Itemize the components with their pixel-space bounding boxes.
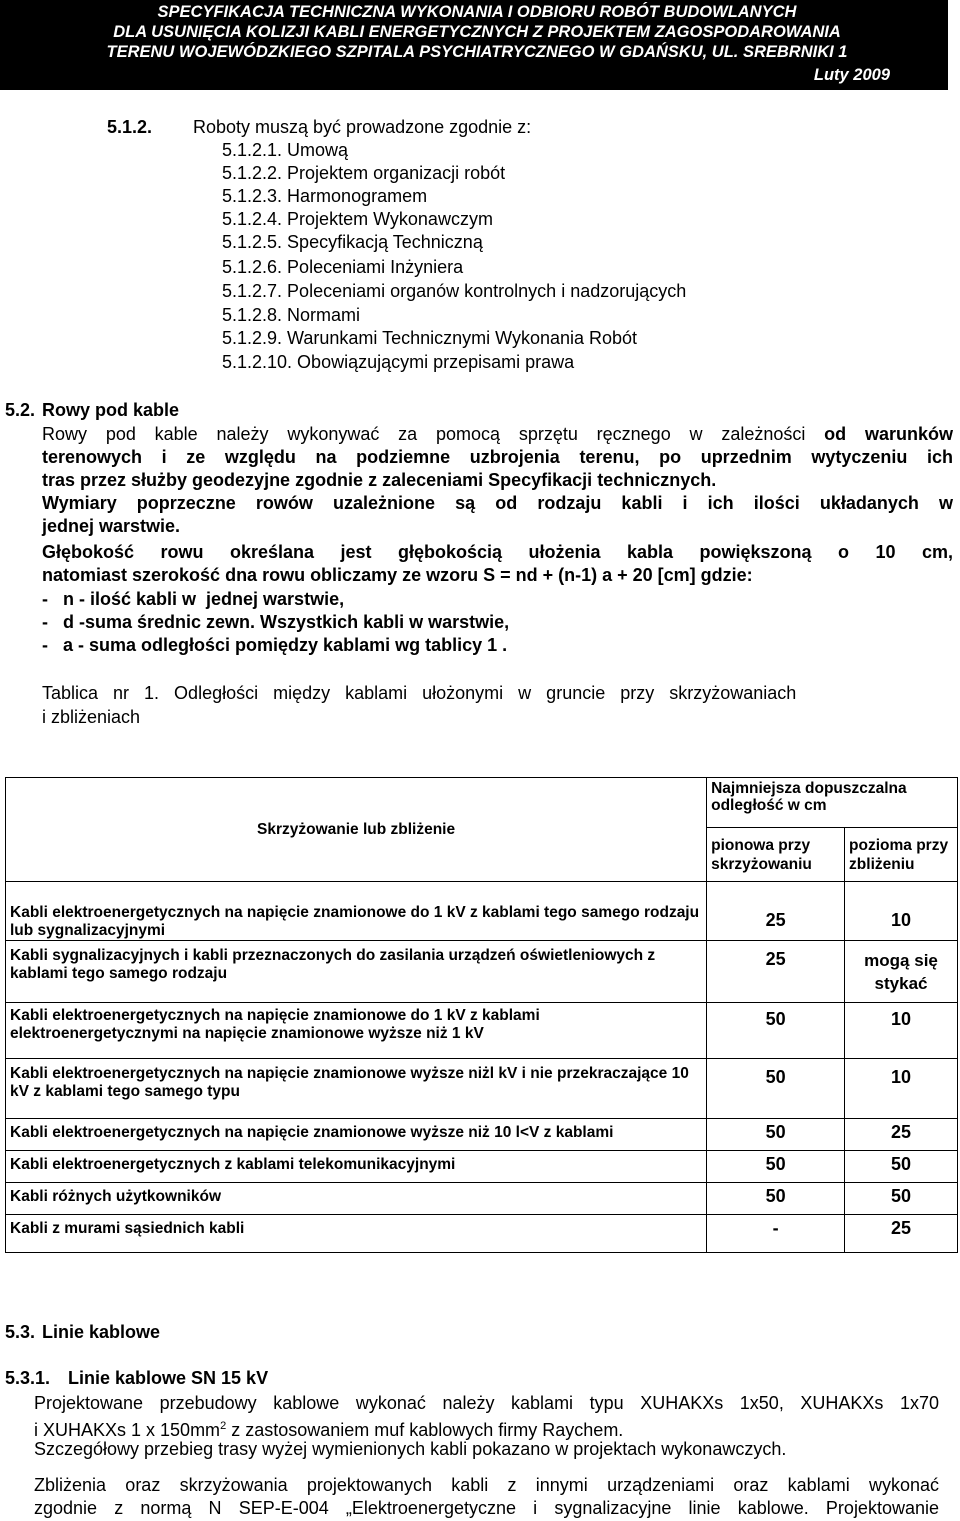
paragraph-line: Głębokość rowu określana jest głębokością ułożenia kabla powiększoną o 10 cm, <box>42 542 953 562</box>
section-512-number: 5.1.2. <box>107 117 153 137</box>
row-label: Kabli elektroenergetycznych na napięcie znamionowe wyższe niż 10 l<V z kablami <box>6 1119 707 1151</box>
row-vertical: 50 <box>707 1151 845 1183</box>
paragraph-line: natomiast szerokość dna rowu obliczamy ze wzoru S = nd + (n-1) a + 20 [cm] gdzie: <box>42 565 753 585</box>
list-item: 5.1.2.2. Projektem organizacji robót <box>222 163 506 183</box>
table-row <box>6 1059 958 1119</box>
row-vertical: 50 <box>707 1003 845 1059</box>
header-line-2: DLA USUNIĘCIA KOLIZJI KABLI ENERGETYCZNYCH Z PROJEKTEM ZAGOSPODAROWANIA <box>113 23 841 41</box>
list-item: 5.1.2.9. Warunkami Technicznymi Wykonania Robót <box>222 328 638 348</box>
formula-item: - d -suma średnic zewn. Wszystkich kabli w warstwie, <box>42 612 510 632</box>
paragraph-line: Zbliżenia oraz skrzyżowania projektowanych kabli z innymi urządzeniami oraz kablami wykonać <box>34 1475 939 1495</box>
paragraph-line: Projektowane przebudowy kablowe wykonać należy kablami typu XUHAKXs 1x50, XUHAKXs 1x70 <box>34 1393 939 1413</box>
formula-item: - n - ilość kabli w jednej warstwie, <box>42 589 345 609</box>
table-row <box>6 1183 958 1215</box>
row-label: Kabli elektroenergetycznych na napięcie znamionowe wyższe niżl kV i nie przekraczające 10 kV z kablami tego samego typu <box>6 1059 707 1119</box>
p1-text-end: z zastosowaniem muf kablowych firmy Raychem. <box>226 1420 624 1440</box>
row-label: Kabli różnych użytkowników <box>6 1183 707 1215</box>
list-item: 5.1.2.1. Umową <box>222 140 349 160</box>
list-item: 5.1.2.7. Poleceniami organów kontrolnych i nadzorujących <box>222 281 687 301</box>
table-row <box>6 1003 958 1059</box>
paragraph-line: Szczegółowy przebieg trasy wyżej wymienionych kabli pokazano w projektach wykonawczych. <box>34 1439 787 1459</box>
p1-text: i XUHAKXs 1 x 150mm <box>34 1420 221 1440</box>
header-date: Luty 2009 <box>813 66 890 84</box>
row-horizontal: 25 <box>845 1215 958 1253</box>
section-531-number: 5.3.1. <box>5 1368 51 1388</box>
list-item: 5.1.2.8. Normami <box>222 305 361 325</box>
p1-bold: od warunków <box>824 424 953 444</box>
section-52-number: 5.2. <box>5 400 36 420</box>
table-row <box>6 1119 958 1151</box>
row-vertical: 50 <box>707 1183 845 1215</box>
row-horizontal: mogą się stykać <box>845 941 958 1003</box>
row-label: Kabli elektroenergetycznych na napięcie znamionowe do 1 kV z kablami tego samego rodzaju lub sygnalizacyjnymi <box>6 882 707 941</box>
section-53-number: 5.3. <box>5 1322 36 1342</box>
list-item: 5.1.2.6. Poleceniami Inżyniera <box>222 257 464 277</box>
table-row <box>6 941 958 1003</box>
row-horizontal: 50 <box>845 1151 958 1183</box>
section-52-title: Rowy pod kable <box>42 400 180 420</box>
formula-item: - a - suma odległości pomiędzy kablami wg tablicy 1 . <box>42 635 508 655</box>
row-vertical: 50 <box>707 1119 845 1151</box>
paragraph-line: tras przez służby geodezyjne zgodnie z zaleceniami Specyfikacji technicznych. <box>42 470 717 490</box>
row-horizontal: 50 <box>845 1183 958 1215</box>
paragraph-line <box>42 423 953 446</box>
row-horizontal: 10 <box>845 1003 958 1059</box>
row-vertical: - <box>707 1215 845 1253</box>
table-row <box>6 1151 958 1183</box>
table-head-vertical: pionowa przy skrzyżowaniu <box>707 828 845 882</box>
paragraph-line: terenowych i ze względu na podziemne uzbrojenia terenu, po uprzednim wytyczeniu ich <box>42 447 953 467</box>
list-item: 5.1.2.5. Specyfikacją Techniczną <box>222 232 483 252</box>
row-vertical: 25 <box>707 941 845 1003</box>
row-label: Kabli elektroenergetycznych na napięcie znamionowe do 1 kV z kablami elektroenergetycznymi na napięcie znamionowe wyższe niż 1 kV <box>6 1003 707 1059</box>
list-item: 5.1.2.4. Projektem Wykonawczym <box>222 209 493 229</box>
row-label: Kabli z murami sąsiednich kabli <box>6 1215 707 1253</box>
row-label: Kabli elektroenergetycznych z kablami telekomunikacyjnymi <box>6 1151 707 1183</box>
table-caption-cont: i zbliżeniach <box>42 707 141 727</box>
header-line-3: TERENU WOJEWÓDZKIEGO SZPITALA PSYCHIATRYCZNEGO W GDAŃSKU, UL. SREBRNIKI 1 <box>106 43 848 61</box>
table-head-crossing: Skrzyżowanie lub zbliżenie <box>6 778 707 882</box>
header-line-1: SPECYFIKACJA TECHNICZNA WYKONANIA I ODBIORU ROBÓT BUDOWLANYCH <box>157 3 797 21</box>
distance-table <box>5 777 958 1253</box>
list-item: 5.1.2.3. Harmonogramem <box>222 186 428 206</box>
section-53-title: Linie kablowe <box>42 1322 161 1342</box>
table-head-horizontal: pozioma przy zbliżeniu <box>845 828 958 882</box>
section-512-title: Roboty muszą być prowadzone zgodnie z: <box>193 117 532 137</box>
table-caption: Tablica nr 1. Odległości między kablami ułożonymi w gruncie przy skrzyżowaniach <box>42 683 797 703</box>
row-vertical: 50 <box>707 1059 845 1119</box>
table-head-group: Najmniejsza dopuszczalna odległość w cm <box>707 778 958 828</box>
table-row <box>6 882 958 941</box>
row-horizontal: 10 <box>845 882 958 941</box>
section-531-title: Linie kablowe SN 15 kV <box>68 1368 269 1388</box>
row-horizontal: 25 <box>845 1119 958 1151</box>
table-row <box>6 1215 958 1253</box>
superscript: 2 <box>220 1420 227 1432</box>
paragraph-line: jednej warstwie. <box>42 516 181 536</box>
row-horizontal: 10 <box>845 1059 958 1119</box>
p1-text: Rowy pod kable należy wykonywać za pomocą sprzętu ręcznego w zależności <box>42 424 806 444</box>
row-vertical: 25 <box>707 882 845 941</box>
row-label: Kabli sygnalizacyjnych i kabli przeznaczonych do zasilania urządzeń oświetleniowych z kablami tego samego rodzaju <box>6 941 707 1003</box>
paragraph-line: Wymiary poprzeczne rowów uzależnione są od rodzaju kabli i ich ilości układanych w <box>42 493 953 513</box>
list-item: 5.1.2.10. Obowiązującymi przepisami prawa <box>222 352 575 372</box>
paragraph-line: zgodnie z normą N SEP-E-004 „Elektroenergetyczne i sygnalizacyjne linie kablowe. Projektowanie <box>34 1498 939 1518</box>
